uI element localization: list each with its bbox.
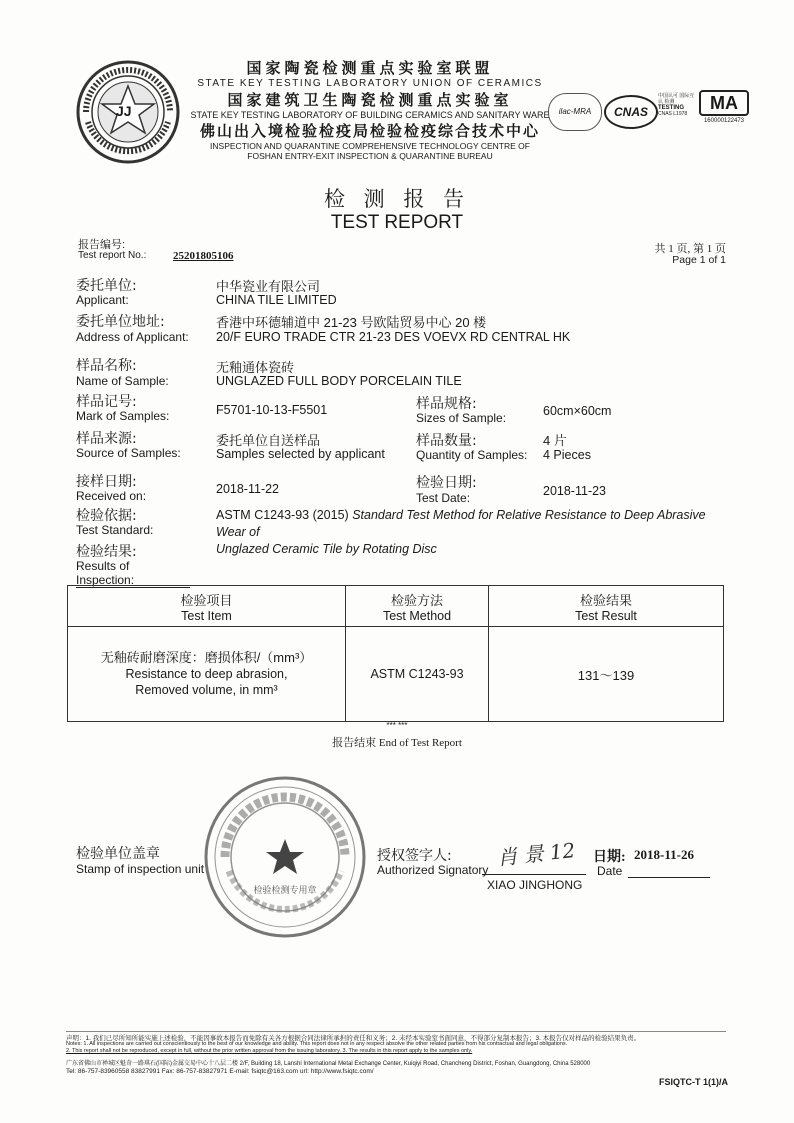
results-table	[67, 585, 724, 722]
stamp-label-en: Stamp of inspection unit	[76, 862, 205, 876]
address-label-cn: 委托单位地址:	[76, 314, 165, 330]
header-line2-en: STATE KEY TESTING LABORATORY OF BUILDING CERAMICS AND SANITARY WARE	[190, 110, 550, 120]
seal-center-text: JJ	[116, 103, 132, 119]
report-no-label-en: Test report No.:	[78, 250, 147, 261]
sample-name-value-en: UNGLAZED FULL BODY PORCELAIN TILE	[216, 374, 462, 388]
cma-logo	[697, 90, 751, 128]
footer-note-cn: 声明：1. 我们已尽所知所能实施上述检验，不能因事故本报告而免除有关各方根据合同法律所承担的责任和义务；2. 未经本实验室书面同意，不得部分复制本报告；3. 本报告仅对样品的检验结果负责。	[66, 1035, 641, 1042]
item-en-1: Resistance to deep abrasion,	[125, 667, 288, 681]
size-label-en: Sizes of Sample:	[416, 411, 507, 425]
footer-top-rule	[66, 1031, 726, 1032]
standard-title-1: Standard Test Method for Relative Resistance to Deep Abrasive Wear of	[216, 508, 706, 539]
size-value: 60cm×60cm	[543, 404, 612, 418]
received-label-cn: 接样日期:	[76, 474, 137, 490]
results-label-en: Results of Inspection:	[76, 559, 190, 588]
test-date-label-en: Test Date:	[416, 491, 471, 505]
header-line3-cn: 佛山出入境检验检疫局检验检疫综合技术中心	[199, 122, 540, 140]
standard-title-2: Unglazed Ceramic Tile by Rotating Disc	[216, 542, 437, 556]
header-cn: 检验项目	[180, 592, 233, 608]
header-en: Test Method	[382, 608, 452, 623]
header-en: Test Result	[575, 608, 637, 623]
header-block	[190, 57, 550, 161]
header-test-method	[346, 586, 489, 627]
address-label-en: Address of Applicant:	[76, 330, 189, 344]
stamp-inner-text: 检验检测专用章	[253, 885, 317, 895]
quantity-label-cn: 样品数量:	[416, 433, 477, 449]
authorized-label-en: Authorized Signatory	[377, 863, 489, 877]
applicant-label-cn: 委托单位:	[76, 278, 137, 294]
date-label-cn: 日期:	[593, 850, 626, 865]
footer-address: 广东省佛山市禅城区魁奇一路琪石(国际)金属交易中心十八层二楼 2/F, Building 18, Lanshi International Metal Exchange Center, Kuiqiyi Road, Chancheng District, Foshan, Guangdong, China 528000	[66, 1061, 591, 1067]
mark-value: F5701-10-13-F5501	[216, 403, 328, 417]
cell-test-item	[68, 627, 346, 722]
ilac-label: ilac-MRA	[558, 107, 592, 116]
mark-label-en: Mark of Samples:	[76, 409, 170, 423]
standard-value	[216, 507, 736, 558]
header-line3-en-1: INSPECTION AND QUARANTINE COMPREHENSIVE TECHNOLOGY CENTRE OF	[210, 141, 530, 151]
footer-contact: Tel: 86-757-83960558 83827991 Fax: 86-757-83827971 E-mail: fsiqtc@163.com url: http://www.fsiqtc.com/	[66, 1068, 374, 1075]
signatory-name: XIAO JINGHONG	[487, 878, 583, 892]
quantity-value-cn: 4 片	[543, 433, 567, 448]
lab-seal-logo	[76, 60, 180, 164]
applicant-value-en: CHINA TILE LIMITED	[216, 293, 337, 307]
stamp-label-cn: 检验单位盖章	[76, 846, 160, 862]
header-test-result	[489, 586, 724, 627]
quantity-value-en: 4 Pieces	[543, 448, 591, 462]
applicant-value-cn: 中华瓷业有限公司	[216, 279, 321, 294]
date-value: 2018-11-26	[634, 847, 694, 862]
source-label-en: Source of Samples:	[76, 446, 181, 460]
end-stars: *** ***	[386, 721, 408, 730]
date-line	[628, 877, 710, 878]
sample-name-value-cn: 无釉通体瓷砖	[216, 360, 295, 375]
standard-label-en: Test Standard:	[76, 523, 154, 537]
date-label-en: Date	[597, 864, 623, 878]
header-en: Test Item	[181, 608, 232, 623]
cnas-sub: TESTING	[658, 105, 685, 111]
sample-name-label-cn: 样品名称:	[76, 358, 137, 374]
table-header-row	[68, 586, 724, 627]
header-cn: 检验方法	[390, 592, 443, 608]
authorized-label-cn: 授权签字人:	[377, 848, 452, 864]
header-line1-en: STATE KEY TESTING LABORATORY UNION OF CERAMICS	[197, 78, 543, 89]
source-label-cn: 样品来源:	[76, 431, 137, 447]
end-text-en: End of Test Report	[378, 737, 462, 749]
cnas-number: CNAS L1978	[658, 111, 688, 117]
report-no-value: 25201805106	[173, 250, 234, 262]
header-line2-cn: 国家建筑卫生陶瓷检测重点实验室	[227, 91, 513, 109]
report-title-en: TEST REPORT	[330, 212, 464, 233]
footer-note-en-1: Notes: 1. All inspections are carried out conscientiously to the best of our knowledge and ability. This report does not in any respect absolve the other related parties from his contractual and legal obligations.	[66, 1041, 568, 1047]
size-label-cn: 样品规格:	[416, 396, 477, 412]
end-of-report	[0, 734, 794, 750]
official-stamp	[203, 775, 367, 939]
header-line1-cn: 国家陶瓷检测重点实验室联盟	[246, 59, 494, 77]
cnas-logo	[604, 95, 658, 129]
handwritten-signature: 肖 景 12	[496, 837, 577, 871]
source-value-cn: 委托单位自送样品	[216, 433, 321, 448]
quantity-label-en: Quantity of Samples:	[416, 448, 528, 462]
report-title-cn: 检 测 报 告	[323, 187, 471, 211]
signature-line	[482, 874, 586, 875]
source-value-en: Samples selected by applicant	[216, 447, 385, 461]
applicant-label-en: Applicant:	[76, 293, 129, 307]
received-label-en: Received on:	[76, 489, 147, 503]
item-en-2: Removed volume, in mm³	[135, 683, 278, 697]
header-line3-en-2: FOSHAN ENTRY-EXIT INSPECTION & QUARANTINE BUREAU	[247, 151, 493, 161]
address-value-en: 20/F EURO TRADE CTR 21-23 DES VOEVX RD CENTRAL HK	[216, 330, 571, 344]
sample-name-label-en: Name of Sample:	[76, 374, 169, 388]
standard-code: ASTM C1243-93 (2015)	[216, 508, 349, 522]
header-cn: 检验结果	[579, 592, 632, 608]
test-date-value: 2018-11-23	[543, 484, 607, 498]
test-date-label-cn: 检验日期:	[416, 475, 477, 491]
cnas-text-block	[658, 93, 698, 117]
item-cn: 无釉砖耐磨深度：磨损体积/（mm³）	[100, 650, 313, 665]
end-text-cn: 报告结束	[332, 737, 377, 749]
cnas-cn: 中国认可 国际互认 检测	[658, 93, 695, 105]
results-label-cn: 检验结果:	[76, 544, 137, 560]
standard-label-cn: 检验依据:	[76, 508, 137, 524]
received-value: 2018-11-22	[216, 482, 280, 496]
cell-test-method: ASTM C1243-93	[346, 627, 489, 722]
report-no-label-cn: 报告编号:	[78, 239, 126, 251]
cma-mark: MA	[699, 90, 749, 116]
form-code: FSIQTC-T 1(1)/A	[659, 1077, 728, 1087]
page-cn: 共 1 页, 第 1 页	[654, 243, 726, 255]
cell-test-result: 131～139	[489, 627, 724, 722]
page-en: Page 1 of 1	[672, 254, 726, 266]
header-test-item	[68, 586, 346, 627]
mark-label-cn: 样品记号:	[76, 394, 137, 410]
table-row	[68, 627, 724, 722]
cnas-label: CNAS	[613, 105, 648, 119]
cma-number: 160000122473	[703, 118, 745, 124]
footer-note-en-2: 2. This report shall not be reproduced, except in full, without the prior written approval from the issuing laboratory. 3. The results in this report apply to the samples only.	[66, 1048, 473, 1054]
ilac-mra-logo	[548, 93, 602, 131]
address-value-cn: 香港中环德辅道中 21-23 号欧陆贸易中心 20 楼	[216, 315, 487, 330]
